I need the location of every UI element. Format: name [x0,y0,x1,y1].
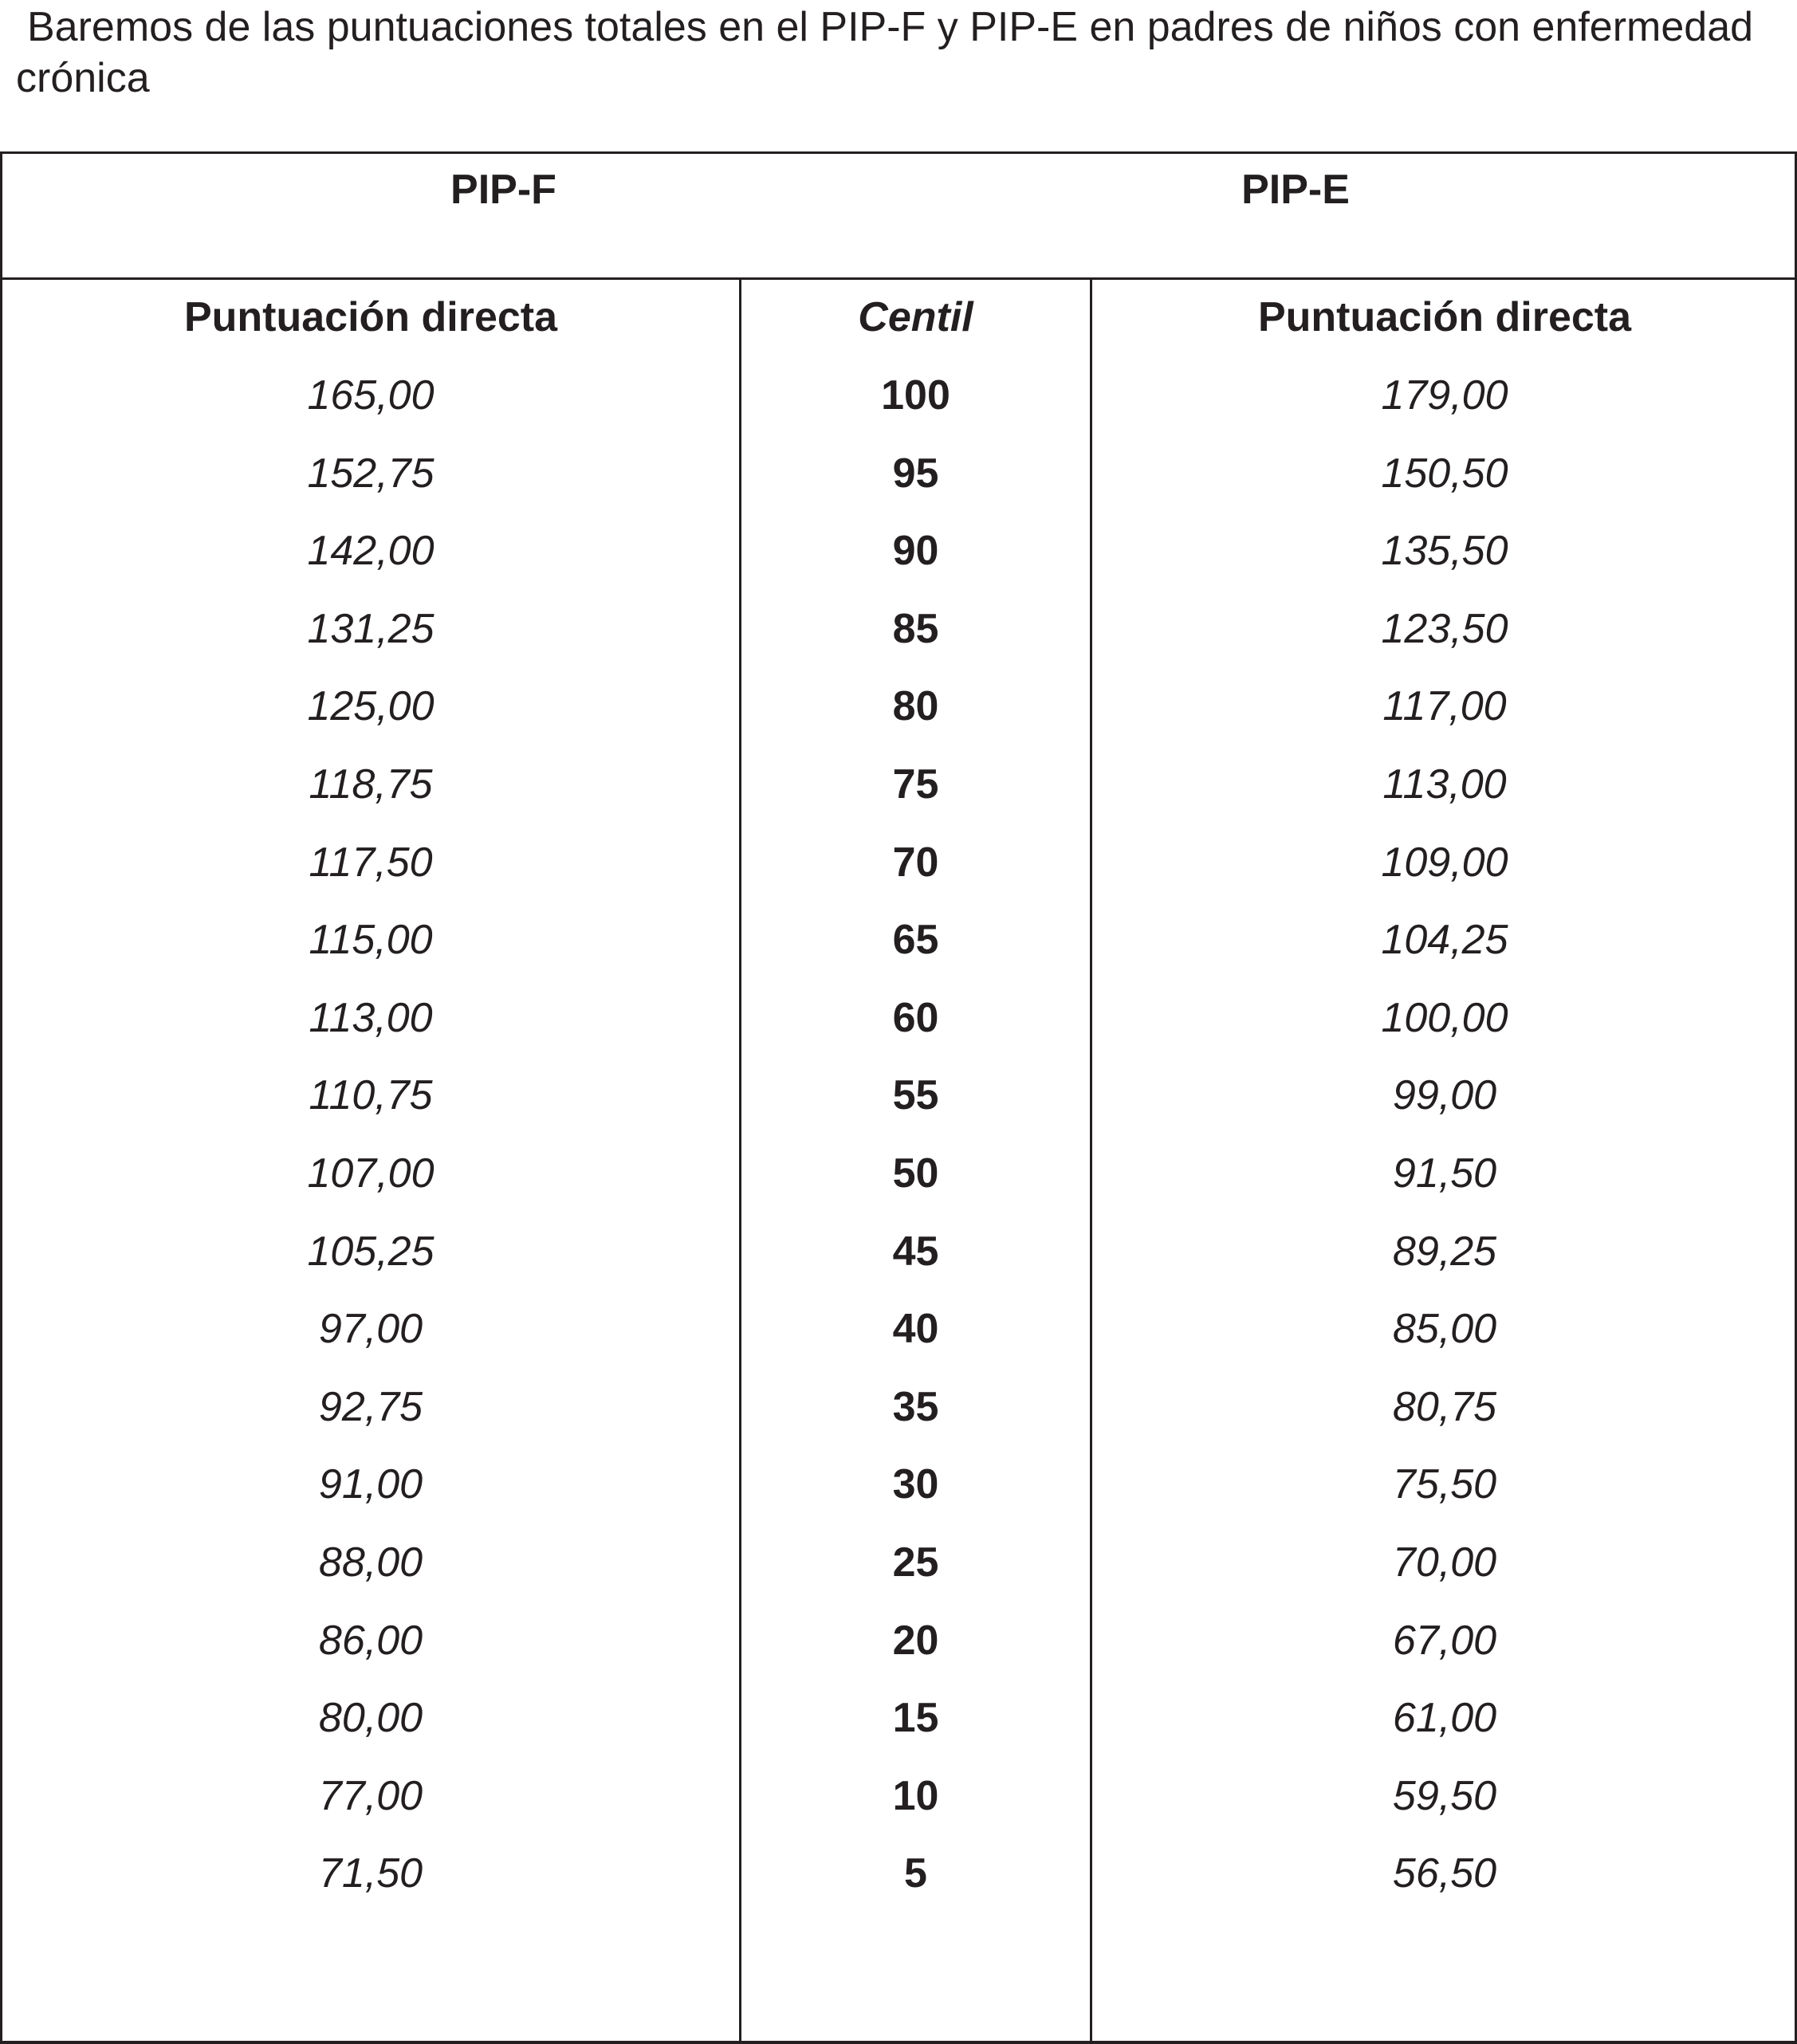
table-row [2,1291,1797,1369]
pip-f-score-cell: 80,00 [318,1695,423,1742]
pip-f-score-cell: 125,00 [307,683,435,730]
table-row [2,1369,1797,1447]
pip-e-score-cell: 100,00 [1381,994,1508,1041]
table-row [2,1835,1797,1913]
table-row [2,1680,1797,1758]
column-header-pip-e-score: Puntuación directa [1257,294,1632,340]
scores-table [0,151,1797,2044]
pip-f-score-cell: 77,00 [318,1772,423,1819]
table-row [2,746,1797,824]
centile-cell: 35 [892,1383,939,1430]
pip-f-score-cell: 110,75 [309,1072,433,1119]
pip-e-score-cell: 179,00 [1381,372,1508,419]
centile-cell: 70 [892,839,939,886]
table-row [2,1057,1797,1135]
centile-cell: 65 [892,917,939,964]
pip-e-score-cell: 67,00 [1392,1617,1497,1664]
pip-e-score-cell: 56,50 [1392,1850,1497,1897]
pip-f-score-cell: 92,75 [318,1383,423,1430]
header-divider [2,277,1795,280]
pip-e-score-cell: 99,00 [1392,1072,1497,1119]
centile-cell: 30 [892,1461,939,1508]
pip-f-score-cell: 115,00 [309,917,433,964]
pip-e-score-cell: 135,50 [1381,528,1508,575]
centile-cell: 60 [892,994,939,1041]
table-row [2,435,1797,513]
pip-f-score-cell: 131,25 [307,605,435,652]
pip-f-score-cell: 118,75 [309,761,433,808]
pip-f-score-cell: 97,00 [318,1306,423,1353]
pip-f-score-cell: 117,50 [309,839,433,886]
centile-cell: 20 [892,1617,939,1664]
pip-f-score-cell: 71,50 [318,1850,423,1897]
centile-cell: 25 [892,1539,939,1586]
table-row [2,980,1797,1058]
pip-f-score-cell: 91,00 [318,1461,423,1508]
table-row [2,1758,1797,1836]
pip-e-score-cell: 80,75 [1392,1383,1497,1430]
centile-cell: 15 [892,1695,939,1742]
table-row [2,902,1797,980]
centile-cell: 90 [892,528,939,575]
centile-cell: 40 [892,1306,939,1353]
pip-e-score-cell: 117,00 [1382,683,1507,730]
pip-f-score-cell: 165,00 [307,372,435,419]
pip-e-score-cell: 150,50 [1381,450,1508,497]
centile-cell: 45 [892,1228,939,1275]
centile-cell: 85 [892,605,939,652]
pip-e-score-cell: 104,25 [1381,917,1508,964]
centile-cell: 10 [892,1772,939,1819]
centile-cell: 100 [881,372,950,419]
centile-cell: 50 [892,1150,939,1197]
pip-e-score-cell: 109,00 [1381,839,1508,886]
table-row [2,1602,1797,1680]
centile-cell: 95 [892,450,939,497]
table-row [2,1446,1797,1524]
pip-e-score-cell: 89,25 [1392,1228,1497,1275]
pip-f-score-cell: 88,00 [318,1539,423,1586]
table-body [2,357,1797,1913]
pip-e-score-cell: 59,50 [1392,1772,1497,1819]
table-row [2,668,1797,746]
pip-f-score-cell: 152,75 [307,450,435,497]
pip-e-score-cell: 75,50 [1392,1461,1497,1508]
centile-cell: 5 [904,1850,927,1897]
centile-cell: 80 [892,683,939,730]
pip-e-score-cell: 123,50 [1381,605,1508,652]
group-header-pip-f: PIP-F [450,167,556,213]
table-row [2,513,1797,591]
group-header-pip-e: PIP-E [1241,167,1350,213]
centile-cell: 55 [892,1072,939,1119]
centile-cell: 75 [892,761,939,808]
table-row [2,591,1797,669]
pip-f-score-cell: 105,25 [307,1228,435,1275]
table-row [2,1524,1797,1602]
table-row [2,1135,1797,1213]
pip-f-score-cell: 142,00 [307,528,435,575]
pip-e-score-cell: 70,00 [1392,1539,1497,1586]
table-caption: Baremos de las puntuaciones totales en el PIP-F y PIP-E en padres de niños con enfermedad crónica [16,4,1754,101]
pip-f-score-cell: 86,00 [318,1617,423,1664]
column-header-centile: Centil [858,294,973,340]
pip-e-score-cell: 91,50 [1392,1150,1497,1197]
table-row [2,1213,1797,1291]
pip-e-score-cell: 61,00 [1392,1695,1497,1742]
table-row [2,824,1797,902]
pip-f-score-cell: 113,00 [309,994,433,1041]
pip-f-score-cell: 107,00 [307,1150,435,1197]
pip-e-score-cell: 113,00 [1382,761,1507,808]
pip-e-score-cell: 85,00 [1392,1306,1497,1353]
column-header-pip-f-score: Puntuación directa [183,294,558,340]
table-row [2,357,1797,435]
